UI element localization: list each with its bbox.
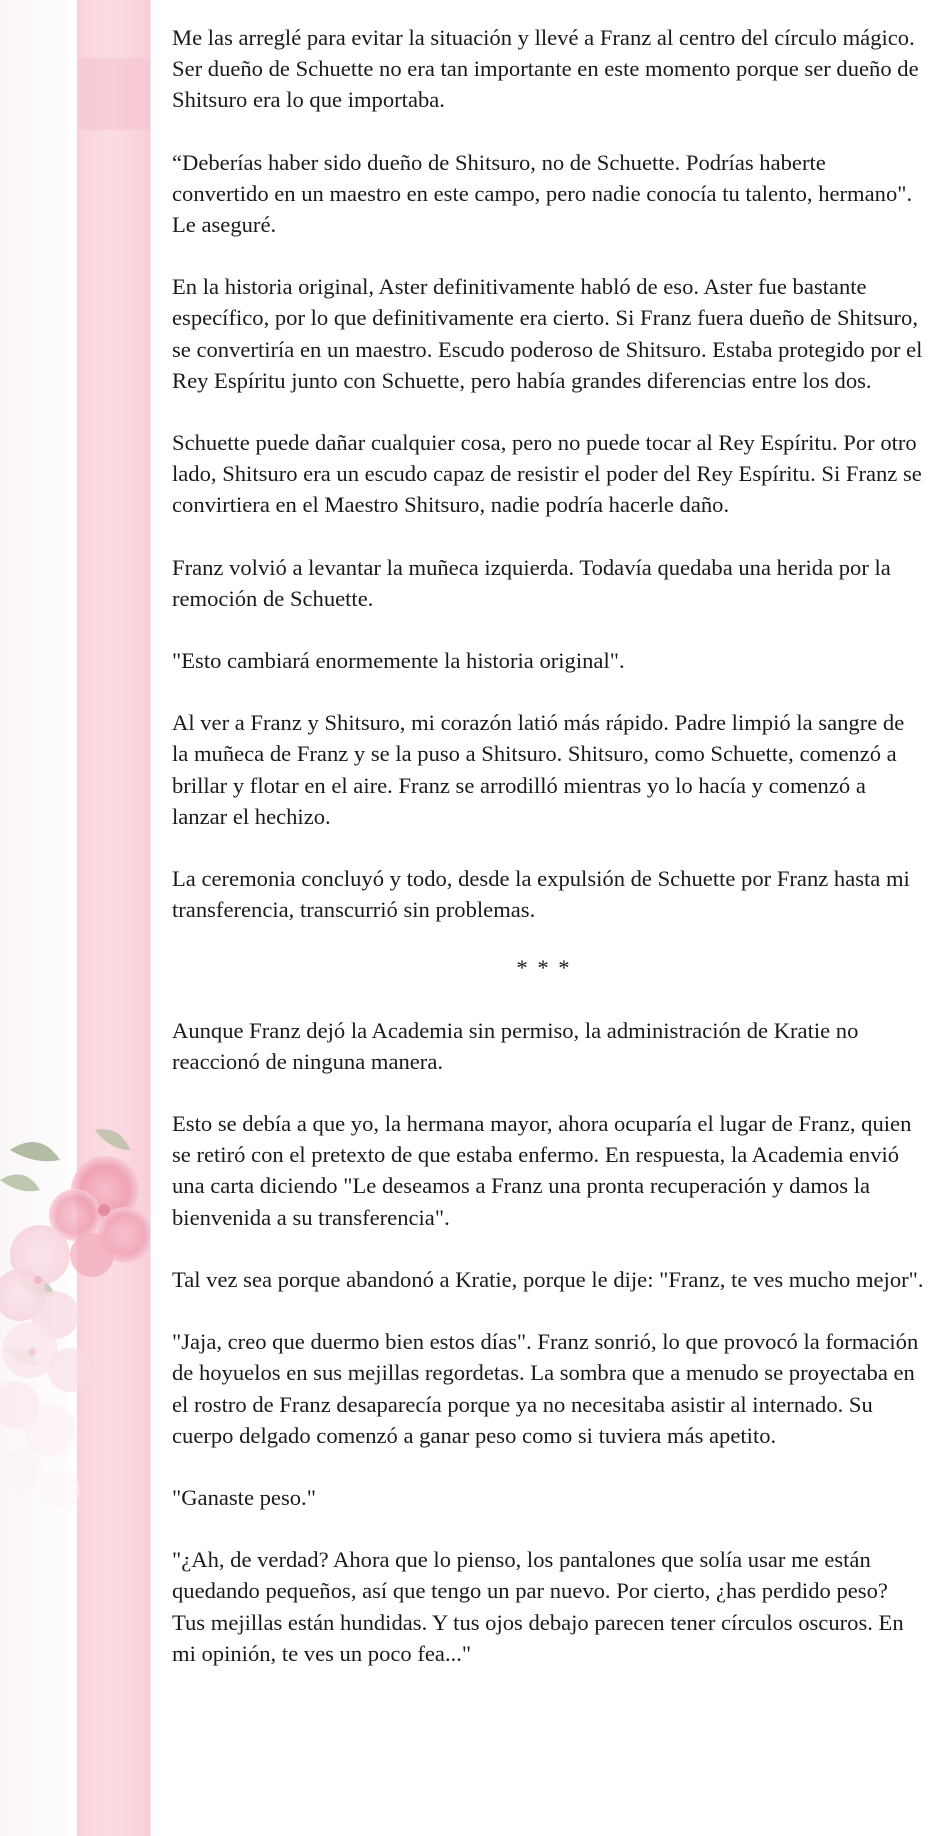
paragraph: La ceremonia concluyó y todo, desde la expulsión de Schuette por Franz hasta mi transferencia, transcurrió sin problemas.: [172, 866, 910, 923]
leaf-shape: [0, 1174, 40, 1191]
leaf-shape: [95, 1129, 130, 1150]
paragraph: Aunque Franz dejó la Academia sin permiso, la administración de Kratie no reaccionó de ninguna manera.: [172, 1017, 859, 1074]
flower-center: [34, 1276, 42, 1284]
paragraph: Schuette puede dañar cualquier cosa, pero no puede tocar al Rey Espíritu. Por otro lado, Shitsuro era un escudo capaz de resistir el poder del Rey Espíritu. Si Franz se convirtiera en el Maestro Shitsuro, nadie podría hacerle daño.: [172, 430, 922, 518]
flower-center: [28, 1348, 36, 1356]
paragraph: "Jaja, creo que duermo bien estos días". Franz sonrió, lo que provocó la formación de hoyuelos en sus mejillas regordetas. La sombra que a menudo se proyectaba en el rostro de Franz desaparecía porque ya no necesitaba asistir al internado. Su cuerpo delgado comenzó a ganar peso como si tuviera más apetito.: [172, 1329, 919, 1448]
flower-petal: [40, 1470, 80, 1510]
flower-petal: [48, 1348, 92, 1392]
flower-petal: [70, 1233, 114, 1277]
paragraph: En la historia original, Aster definitivamente habló de eso. Aster fue bastante específico, por lo que definitivamente era cierto. Si Franz fuera dueño de Shitsuro, se convertiría en un maestro. Escudo poderoso de Shitsuro. Estaba protegido por el Rey Espíritu junto con Schuette, pero había grandes diferencias entre los dos.: [172, 274, 923, 393]
paragraph: Al ver a Franz y Shitsuro, mi corazón latió más rápido. Padre limpió la sangre de la muñeca de Franz y se la puso a Shitsuro. Shitsuro, como Schuette, comenzó a brillar y flotar en el aire. Franz se arrodilló mientras yo lo hacía y comenzó a lanzar el hechizo.: [172, 710, 905, 829]
floral-decoration: [0, 1120, 150, 1640]
document-body: [172, 22, 924, 1700]
paragraph: "Ganaste peso.": [172, 1484, 316, 1510]
paragraph: Tal vez sea porque abandonó a Kratie, porque le dije: "Franz, te ves mucho mejor".: [172, 1266, 924, 1292]
paragraph: Me las arreglé para evitar la situación y llevé a Franz al centro del círculo mágico. Ser dueño de Schuette no era tan importante en este momento porque ser dueño de Shitsuro era lo que importaba.: [172, 25, 919, 113]
paragraph: “Deberías haber sido dueño de Shitsuro, no de Schuette. Podrías haberte convertido en un maestro en este campo, pero nadie conocía tu talento, hermano". Le aseguré.: [172, 149, 913, 238]
stripe-highlight-band: [77, 58, 150, 130]
paragraph: Esto se debía a que yo, la hermana mayor, ahora ocuparía el lugar de Franz, quien se retiró con el pretexto de que estaba enfermo. En respuesta, la Academia envió una carta diciendo "Le deseamos a Franz una pronta recuperación y damos la bienvenida a su transferencia".: [172, 1111, 912, 1230]
flower-petal: [0, 1448, 42, 1492]
margin-divider: [150, 0, 151, 1836]
paragraph: Franz volvió a levantar la muñeca izquierda. Todavía quedaba una herida por la remoción de Schuette.: [172, 554, 891, 611]
leaf-shape: [10, 1142, 60, 1161]
paragraph: "¿Ah, de verdad? Ahora que lo pienso, los pantalones que solía usar me están quedando pequeños, así que tengo un par nuevo. Por cierto, ¿has perdido peso? Tus mejillas están hundidas. Y tus ojos debajo parecen tener círculos oscuros. En mi opinión, te ves un poco fea...": [172, 1547, 904, 1666]
flower-petal: [24, 1404, 76, 1456]
scene-break-separator: * * *: [516, 955, 572, 981]
flower-center: [98, 1204, 110, 1216]
paragraph: "Esto cambiará enormemente la historia original".: [172, 648, 625, 674]
